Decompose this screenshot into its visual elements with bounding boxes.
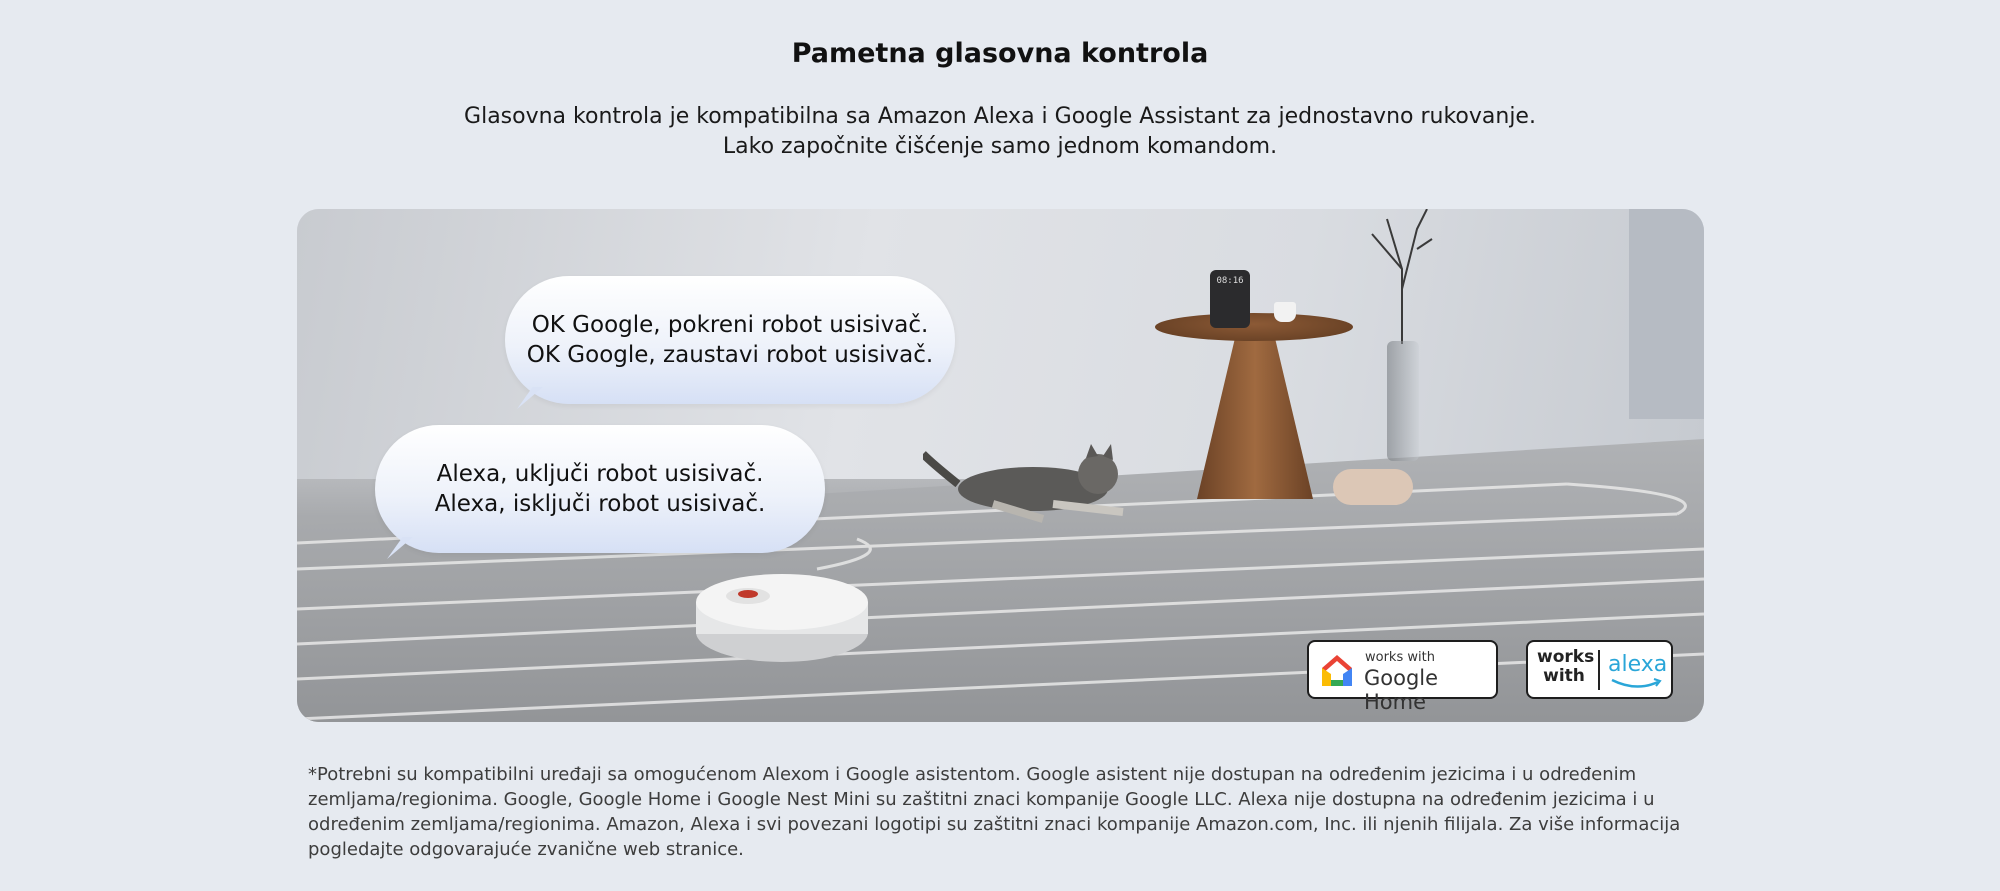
speech-bubble-google (505, 276, 955, 404)
badge-alexa-works: works (1537, 647, 1595, 667)
bubble-google-line-2: OK Google, zaustavi robot usisivač. (526, 342, 934, 368)
badge-alexa-with: with (1543, 666, 1585, 686)
robot-vacuum-image (696, 572, 868, 664)
bubble-alexa-line-1: Alexa, uključi robot usisivač. (436, 461, 764, 487)
room-wall-corner (1629, 209, 1704, 419)
alexa-smile-icon (1610, 678, 1662, 690)
disclaimer-footnote: *Potrebni su kompatibilni uređaji sa omogućenom Alexom i Google asistentom. Google asistent nije dostupan na određenim jezicima i u određenim zemljama/regionima. Google, Google Home i Google Nest Mini su zaštitni znaci kompanije Google LLC. Alexa nije dostupna na određenim jezicima i u određenim zemljama/regionima. Amazon, Alexa i svi povezani logotipi su zaštitni znaci kompanije Amazon.com, Inc. ili njenih filijala. Za više informacija pogledajte odgovarajuće zvanične web stranice. (308, 764, 1681, 860)
badge-google-small-text: works with (1365, 650, 1435, 665)
side-table-top (1155, 313, 1353, 341)
badge-divider (1598, 650, 1600, 690)
works-with-alexa-badge (1526, 640, 1673, 699)
branch-decoration (1357, 209, 1437, 344)
bubble-google-line-1: OK Google, pokreni robot usisivač. (531, 312, 929, 338)
glass-vase (1387, 341, 1419, 461)
coffee-cup (1274, 302, 1296, 322)
page-title: Pametna glasovna kontrola (791, 38, 1209, 69)
bubble-alexa-line-2: Alexa, isključi robot usisivač. (434, 491, 766, 517)
google-home-icon (1319, 652, 1355, 688)
plush-toy (1333, 469, 1413, 505)
hero-image (297, 209, 1704, 722)
subtitle-line-1: Glasovna kontrola je kompatibilna sa Amazon Alexa i Google Assistant za jednostavno rukovanje. (464, 104, 1536, 129)
speech-bubble-alexa (375, 425, 825, 553)
page-subtitle (0, 102, 2000, 162)
badge-google-big-text: Google Home (1364, 666, 1439, 714)
alexa-logo-text: alexa (1608, 652, 1668, 677)
badge-alexa-works-with (1537, 647, 1595, 686)
smart-speaker (1210, 270, 1250, 328)
speaker-display: 08:16 (1216, 276, 1244, 286)
subtitle-line-2: Lako započnite čišćenje samo jednom komandom. (722, 134, 1278, 159)
works-with-google-home-badge (1307, 640, 1498, 714)
cat-image (923, 434, 1151, 524)
